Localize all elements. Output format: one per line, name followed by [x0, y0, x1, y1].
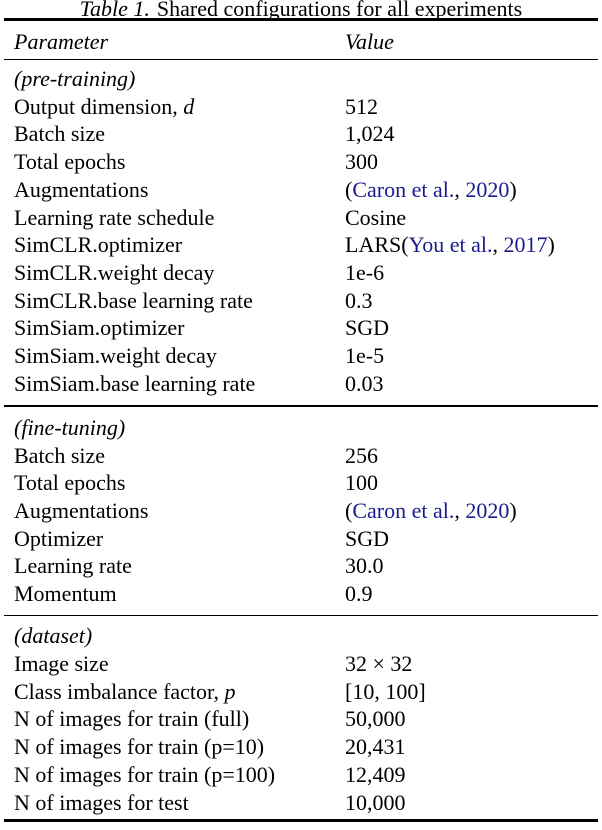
text-segment: 32 × 32 [345, 651, 413, 677]
text-segment: Cosine [345, 204, 407, 230]
value-cell [345, 552, 598, 580]
param-cell [4, 497, 345, 525]
table-section [0, 60, 602, 405]
table-row [4, 580, 598, 608]
text-segment: 50,000 [345, 706, 406, 732]
table-row [4, 705, 598, 733]
text-segment: SimSiam.optimizer [14, 315, 185, 341]
text-segment: , [454, 176, 466, 202]
table-row [4, 370, 598, 398]
text-segment: Learning rate schedule [14, 204, 215, 230]
param-cell [4, 231, 345, 259]
value-cell [345, 204, 598, 232]
table-row [4, 259, 598, 287]
value-cell [345, 370, 598, 398]
table-row [4, 469, 598, 497]
citation-link[interactable]: 2020 [465, 176, 510, 202]
value-cell [345, 314, 598, 342]
text-segment: N of images for train (p=100) [14, 761, 276, 787]
param-cell [4, 442, 345, 470]
citation-link[interactable]: 2020 [465, 498, 510, 524]
text-segment: 300 [345, 149, 378, 175]
table-row [4, 287, 598, 315]
value-cell [345, 148, 598, 176]
value-cell [345, 93, 598, 121]
text-segment: ) [509, 176, 517, 202]
text-segment: Batch size [14, 442, 106, 468]
param-cell [4, 678, 345, 706]
param-cell [4, 176, 345, 204]
table-row [4, 525, 598, 553]
table-row [4, 678, 598, 706]
section-label: (pre-training) [14, 66, 136, 91]
param-cell [4, 552, 345, 580]
citation-link[interactable]: Caron et al. [352, 498, 455, 524]
param-cell [4, 525, 345, 553]
text-segment: Momentum [14, 581, 117, 607]
table-section [0, 407, 602, 615]
text-segment: [10, 100] [345, 678, 426, 704]
text-segment: ( [345, 176, 353, 202]
text-segment: ) [509, 498, 517, 524]
text-segment: ) [547, 232, 555, 258]
text-segment: Learning rate [14, 553, 132, 579]
param-cell [4, 120, 345, 148]
param-cell [4, 314, 345, 342]
text-segment: 256 [345, 442, 378, 468]
value-cell [345, 442, 598, 470]
table-row [4, 650, 598, 678]
citation-link[interactable]: 2017 [503, 232, 548, 258]
text-segment: , [454, 498, 466, 524]
text-segment: 1e-5 [345, 343, 385, 369]
value-cell [345, 469, 598, 497]
value-cell [345, 231, 598, 259]
text-segment: 10,000 [345, 789, 406, 815]
text-segment: 1,024 [345, 121, 395, 147]
text-segment: 0.03 [345, 370, 384, 396]
section-label: (dataset) [14, 623, 93, 649]
table-row [4, 93, 598, 121]
param-cell [4, 259, 345, 287]
table-row [4, 204, 598, 232]
param-cell [4, 650, 345, 678]
section-label-row [4, 622, 598, 650]
text-segment: Class imbalance factor, [14, 678, 225, 704]
param-cell [4, 342, 345, 370]
math-symbol: p [224, 678, 236, 704]
value-cell [345, 678, 598, 706]
text-segment: N of images for train (full) [14, 706, 250, 732]
value-cell [345, 259, 598, 287]
text-segment: SGD [345, 525, 390, 551]
text-segment: Total epochs [14, 149, 126, 175]
param-cell [4, 733, 345, 761]
text-segment: Augmentations [14, 176, 149, 202]
text-segment: Image size [14, 651, 109, 677]
table-row [4, 497, 598, 525]
table-body [0, 60, 602, 819]
value-cell [345, 342, 598, 370]
value-cell [345, 705, 598, 733]
text-segment: SimSiam.base learning rate [14, 370, 256, 396]
value-cell [345, 497, 598, 525]
text-segment: 1e-6 [345, 259, 385, 285]
table-row [4, 761, 598, 789]
text-segment: N of images for test [14, 789, 189, 815]
text-segment: SimCLR.base learning rate [14, 287, 253, 313]
citation-link[interactable]: You et al. [408, 232, 493, 258]
table-caption-label: Table 1. [79, 0, 150, 21]
table-row [4, 231, 598, 259]
value-cell [345, 761, 598, 789]
param-cell [4, 789, 345, 817]
table-caption [0, 0, 602, 21]
text-segment: SimCLR.weight decay [14, 259, 215, 285]
text-segment: Total epochs [14, 470, 126, 496]
table-row [4, 342, 598, 370]
citation-link[interactable]: Caron et al. [352, 176, 455, 202]
value-cell [345, 789, 598, 817]
text-segment: 30.0 [345, 553, 384, 579]
table-row [4, 733, 598, 761]
bottom-rule [4, 819, 598, 822]
param-cell [4, 370, 345, 398]
table-row [4, 314, 598, 342]
text-segment: Output dimension, [14, 93, 184, 119]
param-cell [4, 287, 345, 315]
text-segment: Augmentations [14, 498, 149, 524]
param-cell [4, 761, 345, 789]
text-segment: ( [345, 498, 353, 524]
section-label: (fine-tuning) [14, 414, 126, 440]
value-cell [345, 120, 598, 148]
value-cell [345, 176, 598, 204]
math-symbol: d [183, 93, 195, 119]
column-header-parameter: Parameter [14, 28, 109, 54]
param-cell [4, 469, 345, 497]
text-segment: Batch size [14, 121, 106, 147]
value-cell [345, 733, 598, 761]
text-segment: 20,431 [345, 734, 406, 760]
table-row [4, 552, 598, 580]
table-row [4, 148, 598, 176]
table-row [4, 176, 598, 204]
table-row [4, 789, 598, 817]
table-section [0, 616, 602, 819]
value-cell [345, 525, 598, 553]
text-segment: LARS( [345, 232, 409, 258]
text-segment: 0.3 [345, 287, 373, 313]
table-header-row [0, 21, 602, 59]
text-segment: 100 [345, 470, 378, 496]
section-label-row [4, 414, 598, 442]
param-cell [4, 148, 345, 176]
text-segment: N of images for train (p=10) [14, 734, 265, 760]
param-cell [4, 204, 345, 232]
column-header-value: Value [345, 28, 394, 54]
value-cell [345, 650, 598, 678]
text-segment: SimSiam.weight decay [14, 343, 217, 369]
param-cell [4, 705, 345, 733]
text-segment: SimCLR.optimizer [14, 232, 183, 258]
text-segment: SGD [345, 315, 390, 341]
text-segment: 0.9 [345, 581, 373, 607]
table-row [4, 442, 598, 470]
text-segment: 12,409 [345, 761, 406, 787]
param-cell [4, 93, 345, 121]
table-row [4, 120, 598, 148]
param-cell [4, 580, 345, 608]
text-segment: Optimizer [14, 525, 104, 551]
text-segment: 512 [345, 93, 378, 119]
section-label-row [4, 65, 598, 93]
value-cell [345, 287, 598, 315]
table-caption-text: Shared configurations for all experiments [156, 0, 523, 21]
text-segment: , [492, 232, 504, 258]
value-cell [345, 580, 598, 608]
